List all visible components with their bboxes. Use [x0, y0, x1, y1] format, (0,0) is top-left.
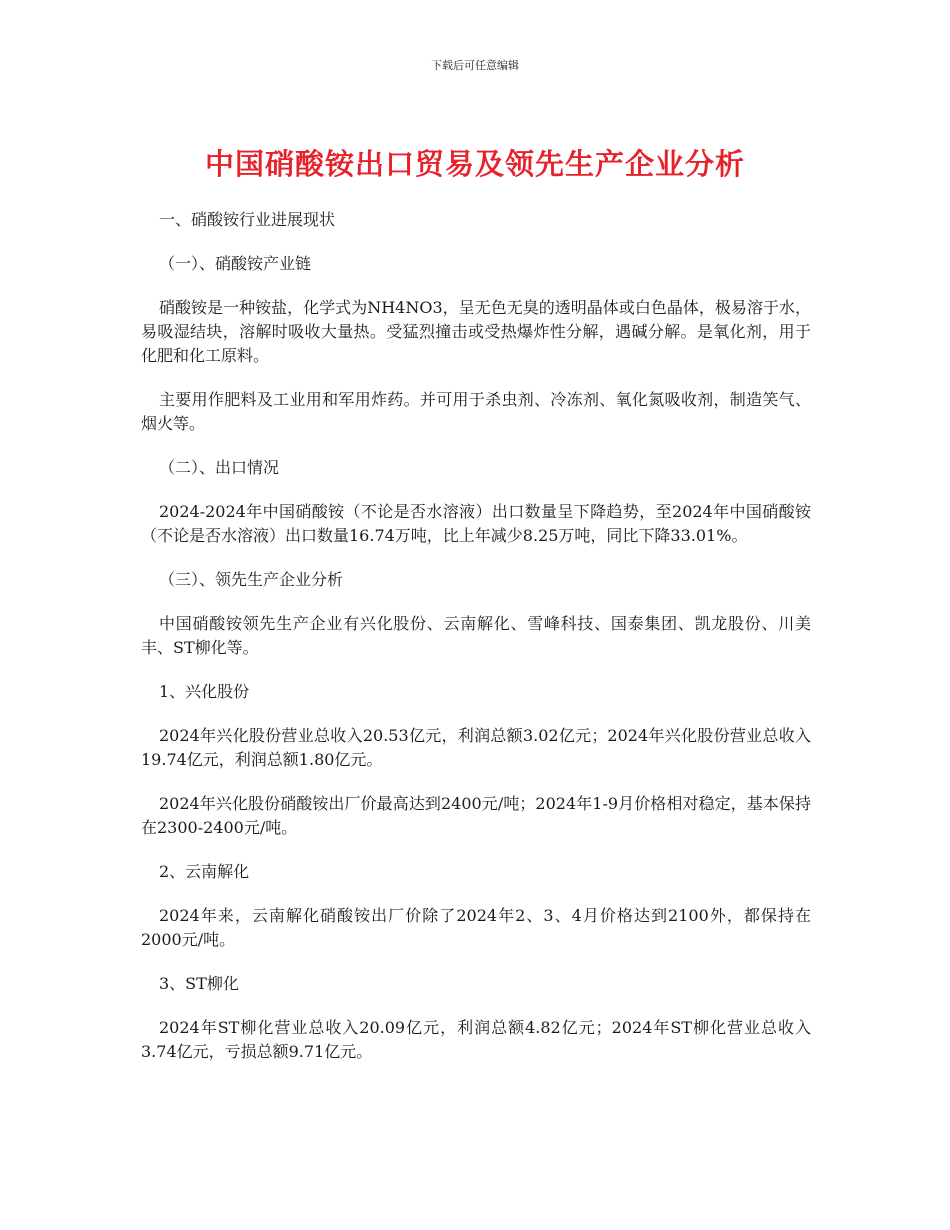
paragraph: 2024年兴化股份营业总收入20.53亿元，利润总额3.02亿元；2024年兴化股份营业总收入19.74亿元，利润总额1.80亿元。	[141, 726, 811, 769]
paragraph: 2024-2024年中国硝酸铵（不论是否水溶液）出口数量呈下降趋势，至2024年中国硝酸铵（不论是否水溶液）出口数量16.74万吨，比上年减少8.25万吨，同比下降33.01%。	[141, 502, 811, 545]
paragraph: 2024年ST柳化营业总收入20.09亿元，利润总额4.82亿元；2024年ST柳化营业总收入3.74亿元，亏损总额9.71亿元。	[141, 1018, 811, 1061]
section-heading: 一、硝酸铵行业进展现状	[159, 210, 336, 229]
header-note: 下载后可任意编辑	[431, 59, 519, 72]
paragraph: 主要用作肥料及工业用和军用炸药。并可用于杀虫剂、冷冻剂、氧化氮吸收剂，制造笑气、烟火等。	[141, 390, 811, 433]
subsection-heading: （一）、硝酸铵产业链	[159, 254, 312, 273]
subsection-heading: （三）、领先生产企业分析	[159, 570, 344, 589]
document-body	[141, 208, 811, 1084]
paragraph: 硝酸铵是一种铵盐，化学式为NH4NO3，呈无色无臭的透明晶体或白色晶体，极易溶于水，易吸湿结块，溶解时吸收大量热。受猛烈撞击或受热爆炸性分解，遇碱分解。是氧化剂，用于化肥和化工原料。	[141, 298, 811, 365]
paragraph: 2024年来，云南解化硝酸铵出厂价除了2024年2、3、4月价格达到2100外，都保持在2000元/吨。	[141, 906, 811, 949]
subsection-heading: （二）、出口情况	[159, 458, 280, 477]
document-title: 中国硝酸铵出口贸易及领先生产企业分析	[204, 147, 745, 181]
company-heading: 3、ST柳化	[159, 974, 239, 993]
company-heading: 1、兴化股份	[159, 682, 250, 701]
company-heading: 2、云南解化	[159, 862, 250, 881]
paragraph: 中国硝酸铵领先生产企业有兴化股份、云南解化、雪峰科技、国泰集团、凯龙股份、川美丰、ST柳化等。	[141, 614, 811, 657]
paragraph: 2024年兴化股份硝酸铵出厂价最高达到2400元/吨；2024年1-9月价格相对稳定，基本保持在2300-2400元/吨。	[141, 794, 811, 837]
